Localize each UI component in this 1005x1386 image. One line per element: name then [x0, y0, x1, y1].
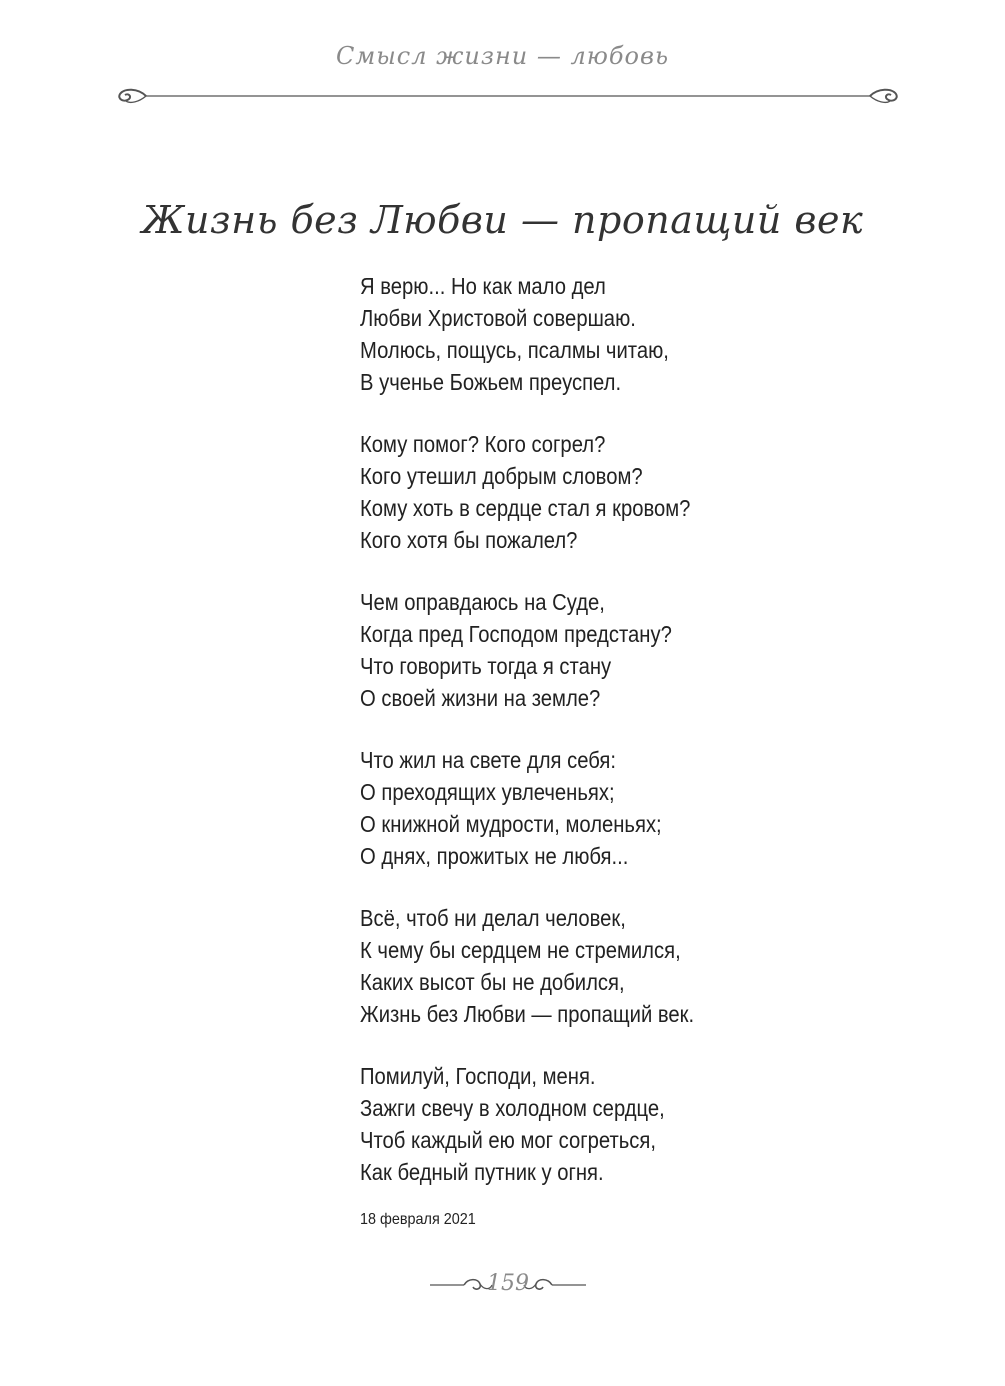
poem-line: О своей жизни на земле? [360, 685, 601, 711]
poem-line: Всё, чтоб ни делал человек, [360, 905, 626, 931]
poem-line: О преходящих увлеченьях; [360, 779, 615, 805]
poem-title: Жизнь без Любви — пропащий век [141, 198, 864, 242]
stanza [360, 270, 920, 398]
poem-line: Кому помог? Кого согрел? [360, 431, 606, 457]
poem-line: Чтоб каждый ею мог согреться, [360, 1127, 656, 1153]
stanza [360, 1060, 920, 1188]
stanza [360, 902, 920, 1030]
poem-line: Кого хотя бы пожалел? [360, 527, 578, 553]
poem-line: О днях, прожитых не любя... [360, 843, 629, 869]
poem-line: Я верю... Но как мало дел [360, 273, 606, 299]
poem-line: Кому хоть в сердце стал я кровом? [360, 495, 691, 521]
poem-line: Жизнь без Любви — пропащий век. [360, 1001, 695, 1027]
stanza [360, 586, 920, 714]
header-flourish-rule-icon [112, 82, 904, 110]
poem-line: Что говорить тогда я стану [360, 653, 612, 679]
poem-line: Кого утешил добрым словом? [360, 463, 643, 489]
poem-body [360, 270, 920, 1218]
poem-line: О книжной мудрости, моленьях; [360, 811, 662, 837]
poem-line: Любви Христовой совершаю. [360, 305, 636, 331]
poem-line: Что жил на свете для себя: [360, 747, 616, 773]
poem-line: Как бедный путник у огня. [360, 1159, 604, 1185]
running-head: Смысл жизни — любовь [335, 42, 670, 70]
page-folio [428, 1268, 588, 1302]
poem-line: К чему бы сердцем не стремился, [360, 937, 681, 963]
poem-line: Молюсь, пощусь, псалмы читаю, [360, 337, 669, 363]
poem-line: Когда пред Господом предстану? [360, 621, 672, 647]
poem-line: В ученье Божьем преуспел. [360, 369, 622, 395]
stanza [360, 744, 920, 872]
page-number: 159 [487, 1271, 529, 1296]
poem-line: Помилуй, Господи, меня. [360, 1063, 596, 1089]
poem-line: Зажги свечу в холодном сердце, [360, 1095, 665, 1121]
poem-date: 18 февраля 2021 [360, 1211, 476, 1228]
poem-line: Каких высот бы не добился, [360, 969, 625, 995]
poem-line: Чем оправдаюсь на Суде, [360, 589, 605, 615]
stanza [360, 428, 920, 556]
